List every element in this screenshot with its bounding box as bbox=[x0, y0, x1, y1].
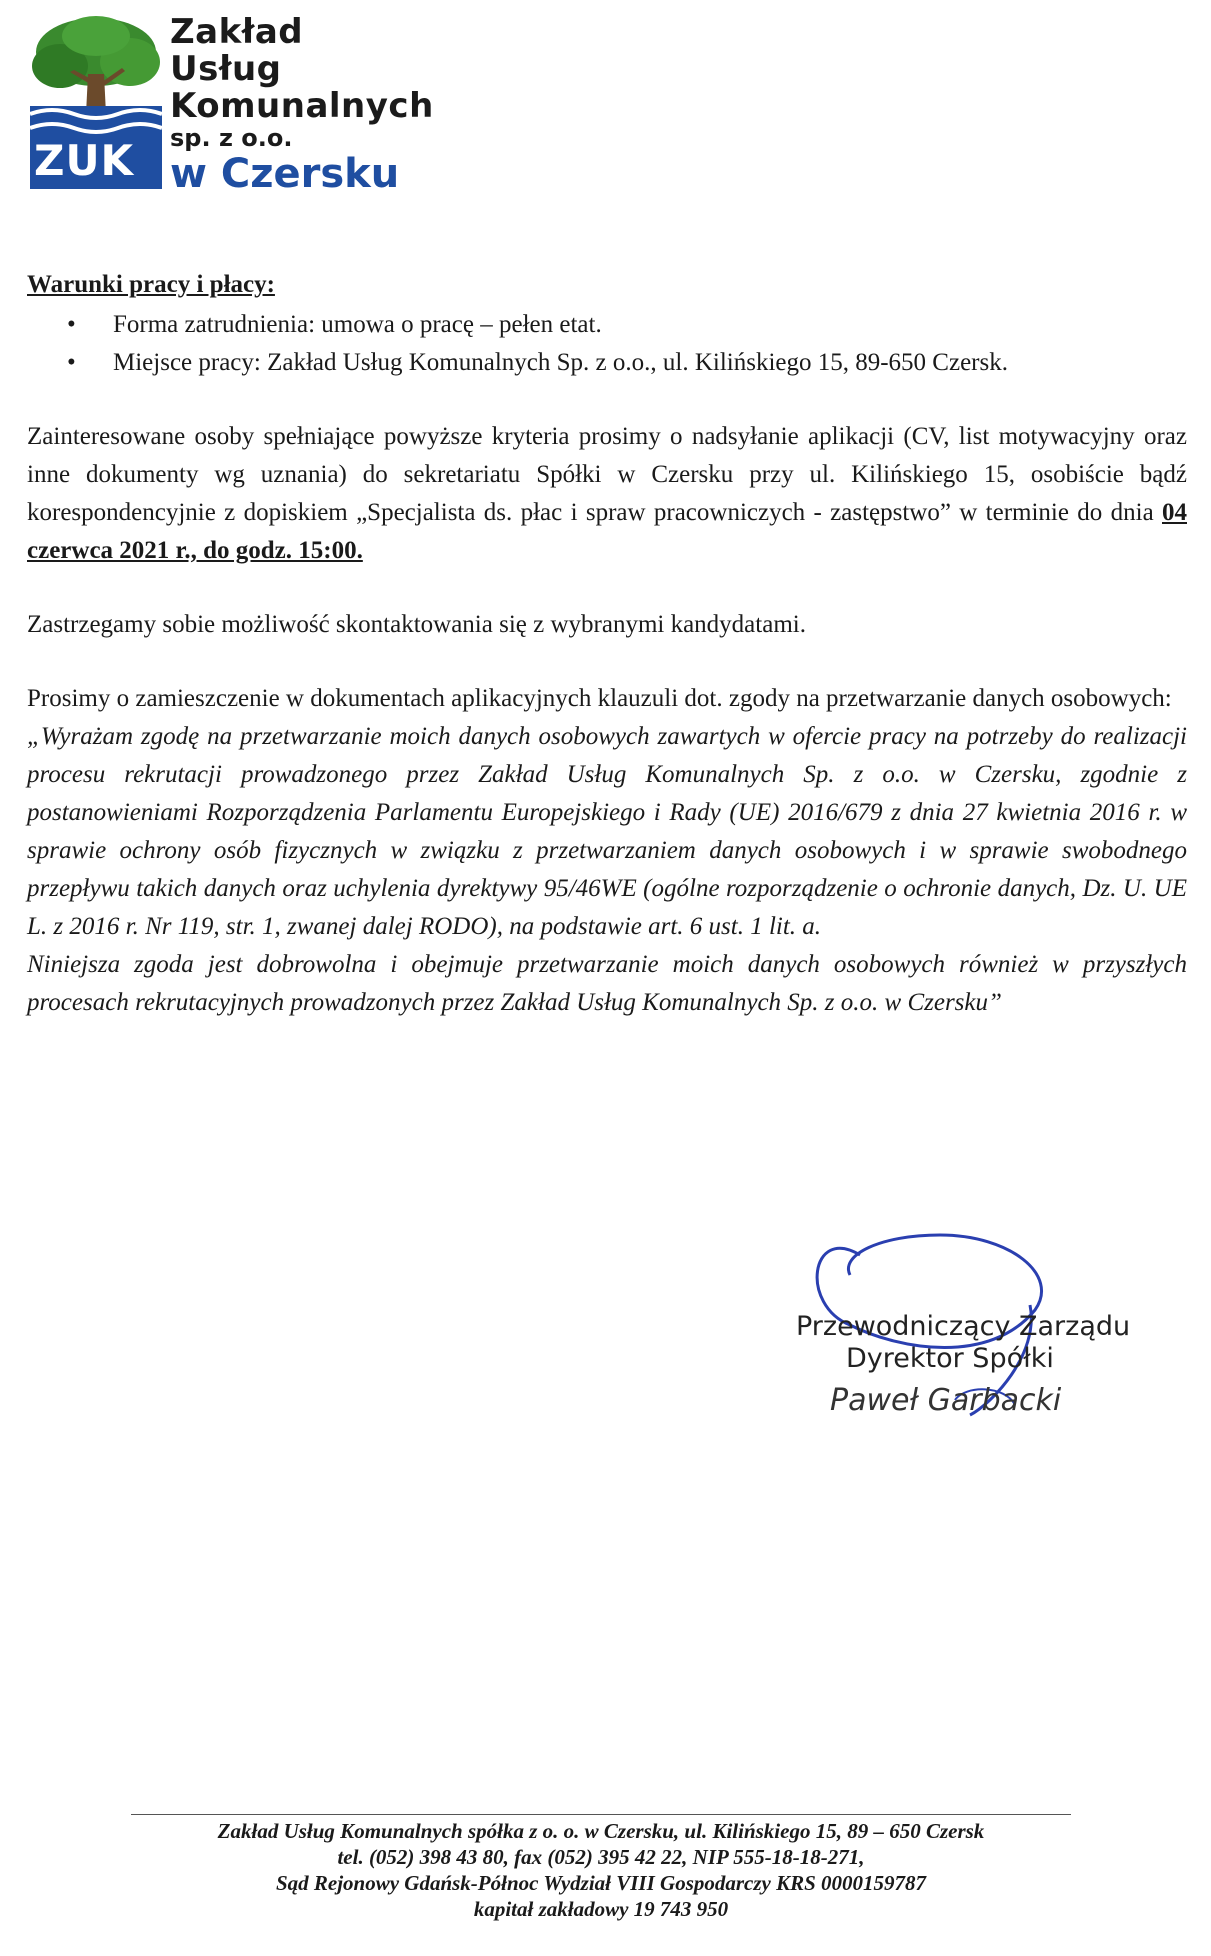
logo-line-3: Komunalnych bbox=[170, 86, 434, 126]
signature-title-1: Przewodniczący Zarządu bbox=[796, 1311, 1131, 1342]
application-paragraph bbox=[27, 418, 1187, 570]
footer-line-1: Zakład Usług Komunalnych spółka z o. o. w Czersku, ul. Kilińskiego 15, 89 – 650 Czersk bbox=[217, 1819, 985, 1843]
list-item: • Forma zatrudnienia: umowa o pracę – pełen etat. bbox=[113, 306, 1187, 344]
section-title: Warunki pracy i płacy: bbox=[27, 271, 275, 298]
clause-request: Prosimy o zamieszczenie w dokumentach aplikacyjnych klauzuli dot. zgody na przetwarzanie danych osobowych: bbox=[27, 685, 1172, 712]
logo-wordmark bbox=[170, 14, 434, 196]
contact-note: Zastrzegamy sobie możliwość skontaktowania się z wybranymi kandydatami. bbox=[27, 611, 806, 638]
application-deadline: 04 czerwca 2021 r., do godz. 15:00. bbox=[27, 499, 1187, 564]
consent-clause-voluntary: Niniejsza zgoda jest dobrowolna i obejmuje przetwarzanie moich danych osobowych również w przyszłych procesach rekrutacyjnych prowadzonych przez Zakład Usług Komunalnych Sp. z o.o. w Czersku” bbox=[27, 951, 1187, 1016]
logo-line-1: Zakład bbox=[170, 12, 304, 52]
footer-divider bbox=[131, 1814, 1071, 1815]
footer-line-2: tel. (052) 398 43 80, fax (052) 395 42 22, NIP 555-18-18-271, bbox=[337, 1845, 865, 1869]
footer bbox=[131, 1818, 1071, 1922]
logo-city: w Czersku bbox=[170, 151, 400, 197]
logo-badge: ZUK bbox=[34, 136, 135, 185]
company-logo bbox=[30, 12, 450, 197]
logo-legal-form: sp. z o.o. bbox=[170, 124, 293, 152]
signature-title-2: Dyrektor Spółki bbox=[846, 1343, 1054, 1374]
consent-clause-quote: „Wyrażam zgodę na przetwarzanie moich danych osobowych zawartych w ofercie pracy na potrzeby do realizacji procesu rekrutacji prowadzonego przez Zakład Usług Komunalnych Sp. z o.o. w Czersku, zgodnie z postanowieniami Rozporządzenia Parlamentu Europejskiego i Rady (UE) 2016/679 z dnia 27 kwietnia 2016 r. w sprawie ochrony osób fizycznych w związku z przetwarzaniem danych osobowych i w sprawie swobodnego przepływu takich danych oraz uchylenia dyrektywy 95/46WE (ogólne rozporządzenie o ochronie danych, Dz. U. UE L. z 2016 r. Nr 119, str. 1, zwanej dalej RODO), na podstawie art. 6 ust. 1 lit. a. bbox=[27, 723, 1187, 940]
logo-line-2: Usług bbox=[170, 49, 282, 89]
signature-block bbox=[790, 1215, 1150, 1430]
conditions-list bbox=[27, 306, 1187, 382]
list-item: • Miejsce pracy: Zakład Usług Komunalnych Sp. z o.o., ul. Kilińskiego 15, 89-650 Czersk. bbox=[113, 344, 1187, 382]
signature-name: Paweł Garbacki bbox=[830, 1383, 1062, 1418]
application-text: Zainteresowane osoby spełniające powyższe kryteria prosimy o nadsyłanie aplikacji (CV, list motywacyjny oraz inne dokumenty wg uznania) do sekretariatu Spółki w Czersku przy ul. Kilińskiego 15, osobiście bądź korespondencyjnie z dopiskiem „Specjalista ds. płac i spraw pracowniczych - zastępstwo” w terminie do dnia bbox=[27, 423, 1187, 526]
footer-line-4: kapitał zakładowy 19 743 950 bbox=[473, 1897, 729, 1921]
footer-line-3: Sąd Rejonowy Gdańsk-Północ Wydział VIII Gospodarczy KRS 0000159787 bbox=[275, 1871, 927, 1895]
letter-body bbox=[27, 266, 1187, 1022]
